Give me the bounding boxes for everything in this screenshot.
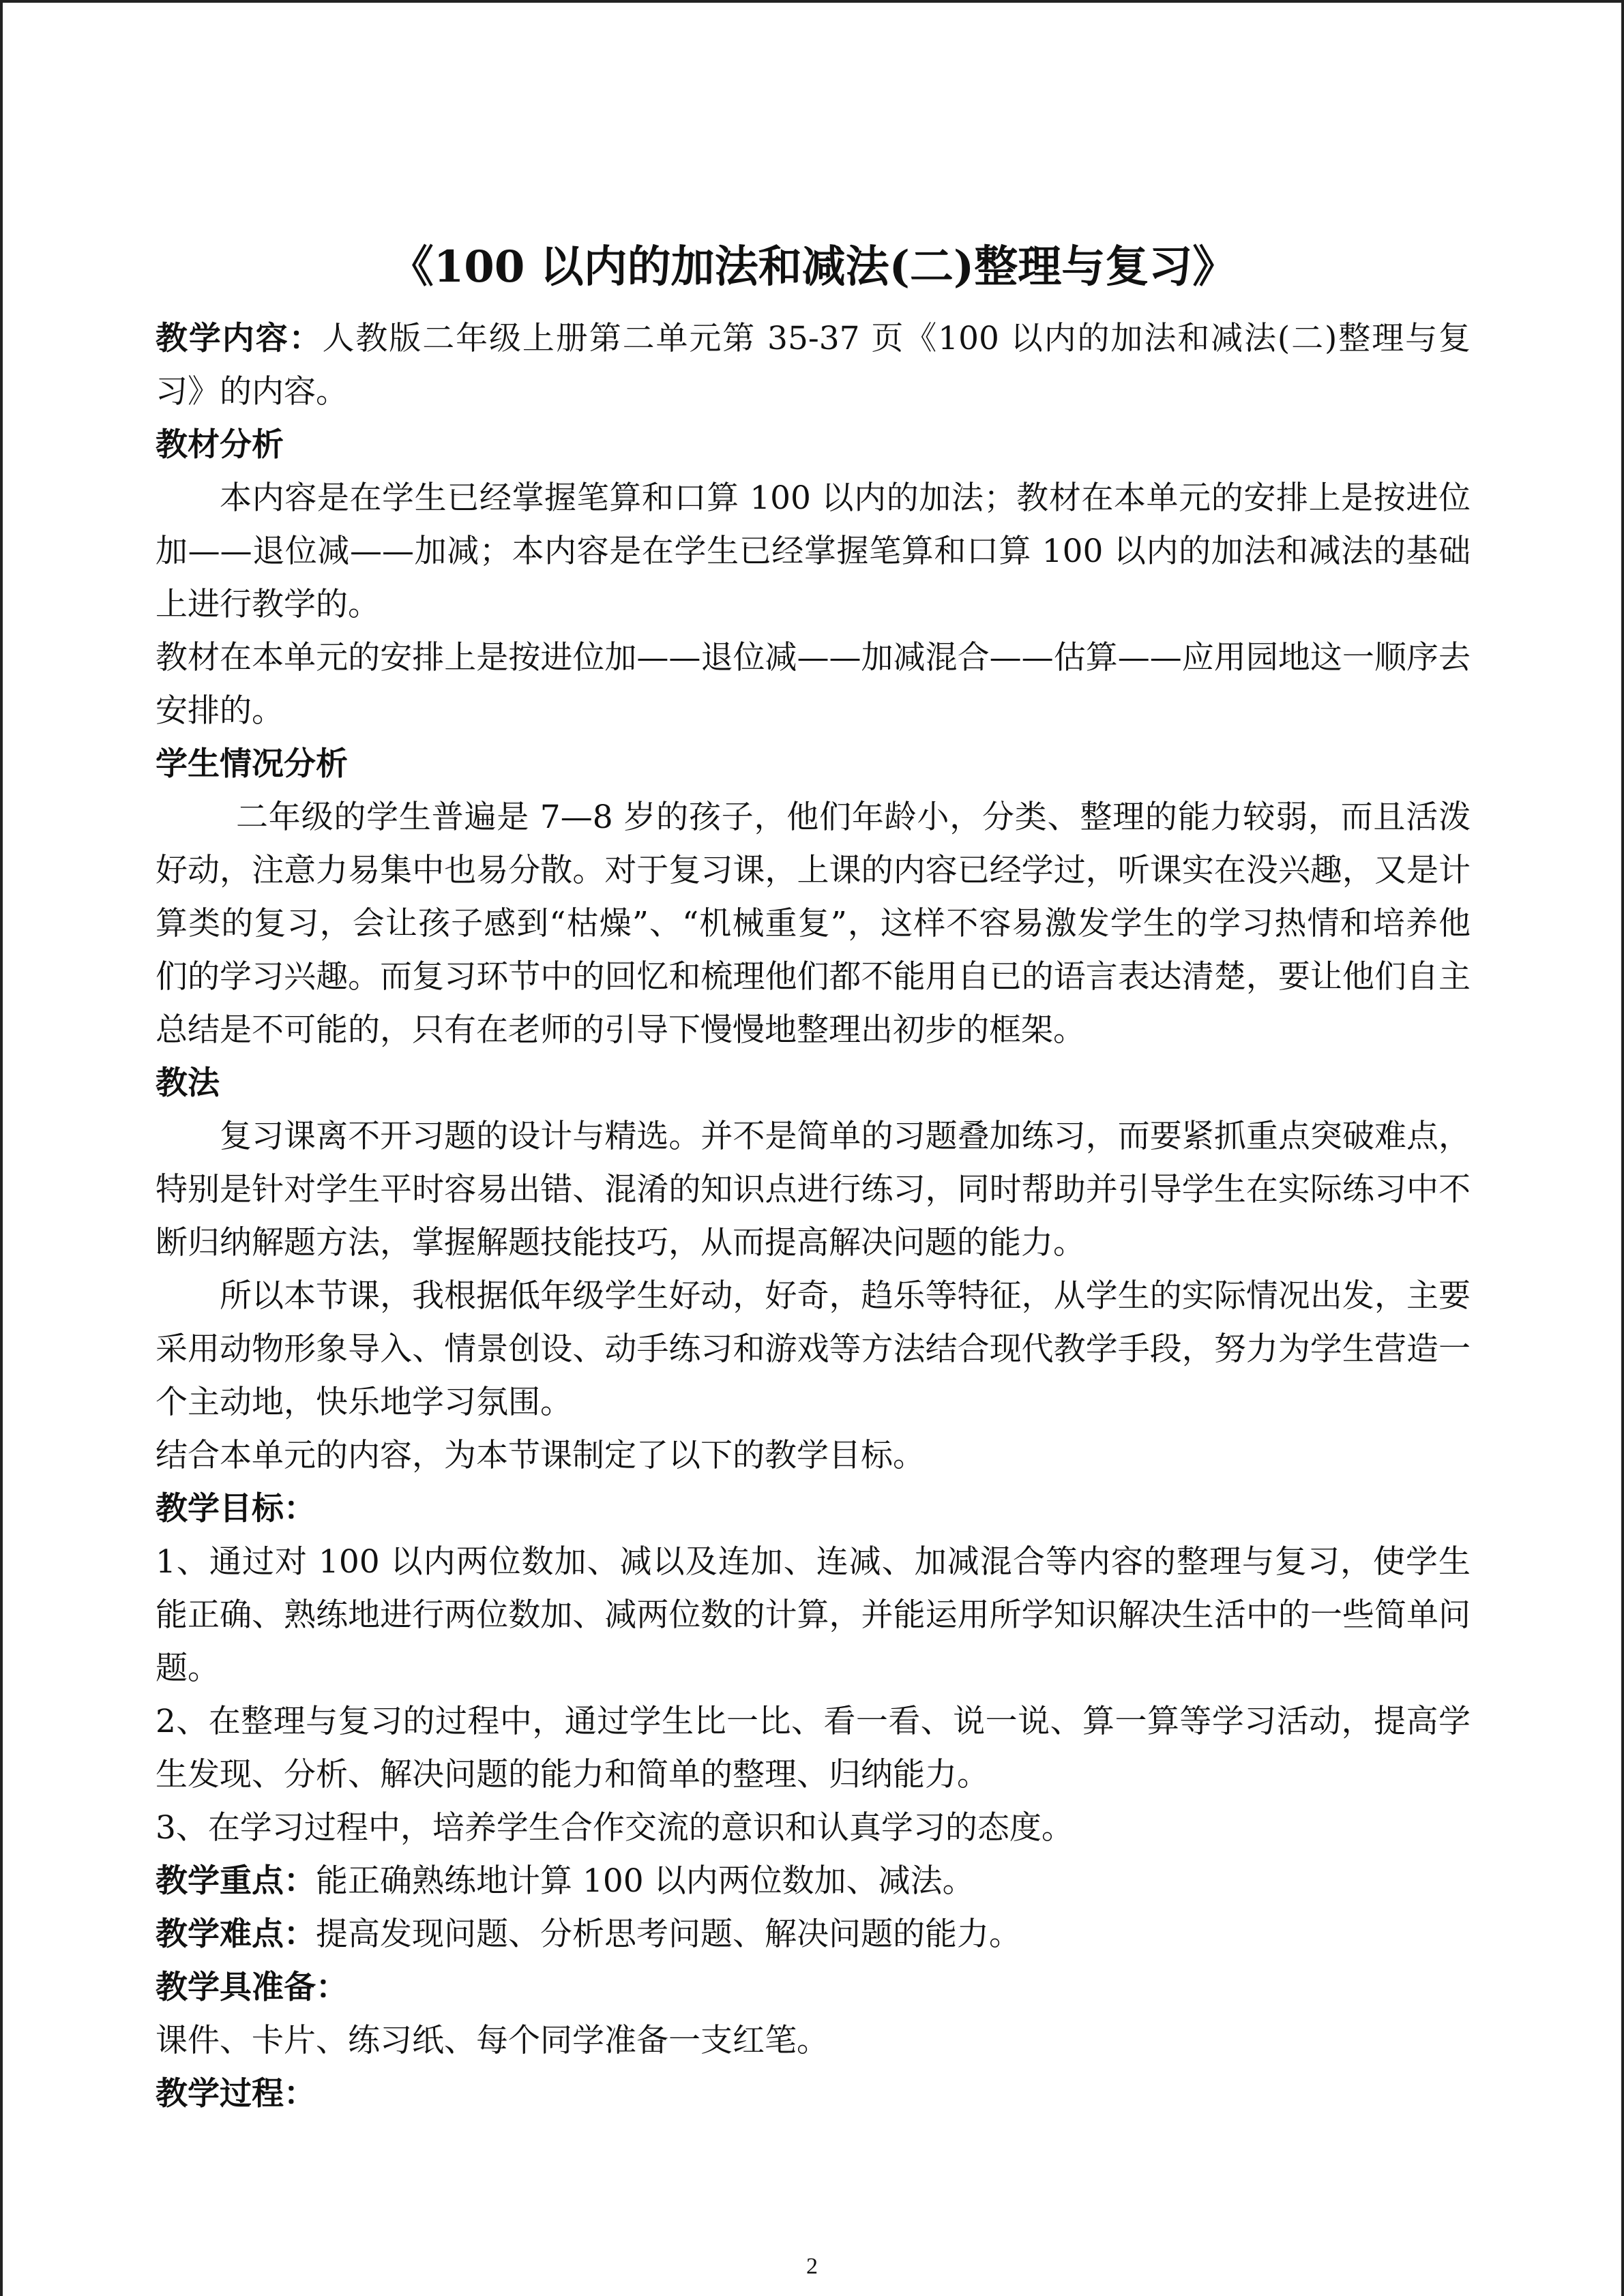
key-point-paragraph bbox=[156, 1855, 1471, 1908]
document-title: 《100 以内的加法和减法(二)整理与复习》 bbox=[389, 241, 1237, 293]
student-analysis-para: 二年级的学生普遍是 7—8 岁的孩子，他们年龄小，分类、整理的能力较弱，而且活泼好动，注意力易集中也易分散。对于复习课，上课的内容已经学过，听课实在没兴趣，又是计算类的复习，会让孩子感到“枯燥”、“机械重复”，这样不容易激发学生的学习热情和培养他们的学习兴趣。而复习环节中的回忆和梳理他们都不能用自已的语言表达清楚，要让他们自主总结是不可能的，只有在老师的引导下慢慢地整理出初步的框架。 bbox=[156, 799, 1471, 1049]
goal-item-2: 2、在整理与复习的过程中，通过学生比一比、看一看、说一说、算一算等学习活动，提高学生发现、分析、解决问题的能力和简单的整理、归纳能力。 bbox=[156, 1703, 1471, 1793]
method-para-3: 结合本单元的内容，为本节课制定了以下的教学目标。 bbox=[156, 1437, 925, 1474]
method-heading: 教法 bbox=[156, 1064, 220, 1102]
difficulty-paragraph bbox=[156, 1908, 1471, 1961]
student-analysis-heading: 学生情况分析 bbox=[156, 745, 348, 783]
goal-item-1: 1、通过对 100 以内两位数加、减以及连加、连减、加减混合等内容的整理与复习，使学生能正确、熟练地进行两位数加、减两位数的计算，并能运用所学知识解决生活中的一些简单问题。 bbox=[156, 1543, 1471, 1687]
teaching-content-paragraph bbox=[156, 312, 1471, 419]
goals-heading: 教学目标： bbox=[156, 1490, 316, 1527]
materials-text: 课件、卡片、练习纸、每个同学准备一支红笔。 bbox=[156, 2022, 829, 2059]
key-point-text: 能正确熟练地计算 100 以内两位数加、减法。 bbox=[316, 1862, 975, 1900]
method-para-2: 所以本节课，我根据低年级学生好动，好奇，趋乐等特征，从学生的实际情况出发，主要采用动物形象导入、情景创设、动手练习和游戏等方法结合现代教学手段，努力为学生营造一个主动地，快乐地学习氛围。 bbox=[156, 1277, 1471, 1421]
key-point-label: 教学重点： bbox=[156, 1862, 316, 1900]
teaching-content-label: 教学内容： bbox=[156, 320, 323, 357]
materials-heading: 教学具准备： bbox=[156, 1969, 348, 2006]
teaching-content-text: 人教版二年级上册第二单元第 35-37 页《100 以内的加法和减法(二)整理与复习》的内容。 bbox=[156, 320, 1471, 411]
page-right-border bbox=[1621, 0, 1624, 2296]
difficulty-text: 提高发现问题、分析思考问题、解决问题的能力。 bbox=[316, 1915, 1021, 1953]
page-left-border bbox=[0, 0, 3, 2296]
document-body bbox=[156, 233, 1471, 2121]
material-analysis-para-1: 本内容是在学生已经掌握笔算和口算 100 以内的加法；教材在本单元的安排上是按进位加——退位减——加减；本内容是在学生已经掌握笔算和口算 100 以内的加法和减法的基础上进行教学的。 bbox=[156, 479, 1471, 623]
page-top-border bbox=[0, 0, 1624, 3]
method-para-1: 复习课离不开习题的设计与精选。并不是简单的习题叠加练习，而要紧抓重点突破难点，特别是针对学生平时容易出错、混淆的知识点进行练习，同时帮助并引导学生在实际练习中不断归纳解题方法，掌握解题技能技巧，从而提高解决问题的能力。 bbox=[156, 1118, 1471, 1262]
process-heading: 教学过程： bbox=[156, 2075, 316, 2113]
material-analysis-heading: 教材分析 bbox=[156, 426, 284, 464]
difficulty-label: 教学难点： bbox=[156, 1915, 316, 1953]
page-number: 2 bbox=[806, 2254, 818, 2279]
material-analysis-para-2: 教材在本单元的安排上是按进位加——退位减——加减混合——估算——应用园地这一顺序去安排的。 bbox=[156, 639, 1471, 730]
goal-item-3: 3、在学习过程中，培养学生合作交流的意识和认真学习的态度。 bbox=[156, 1809, 1074, 1847]
